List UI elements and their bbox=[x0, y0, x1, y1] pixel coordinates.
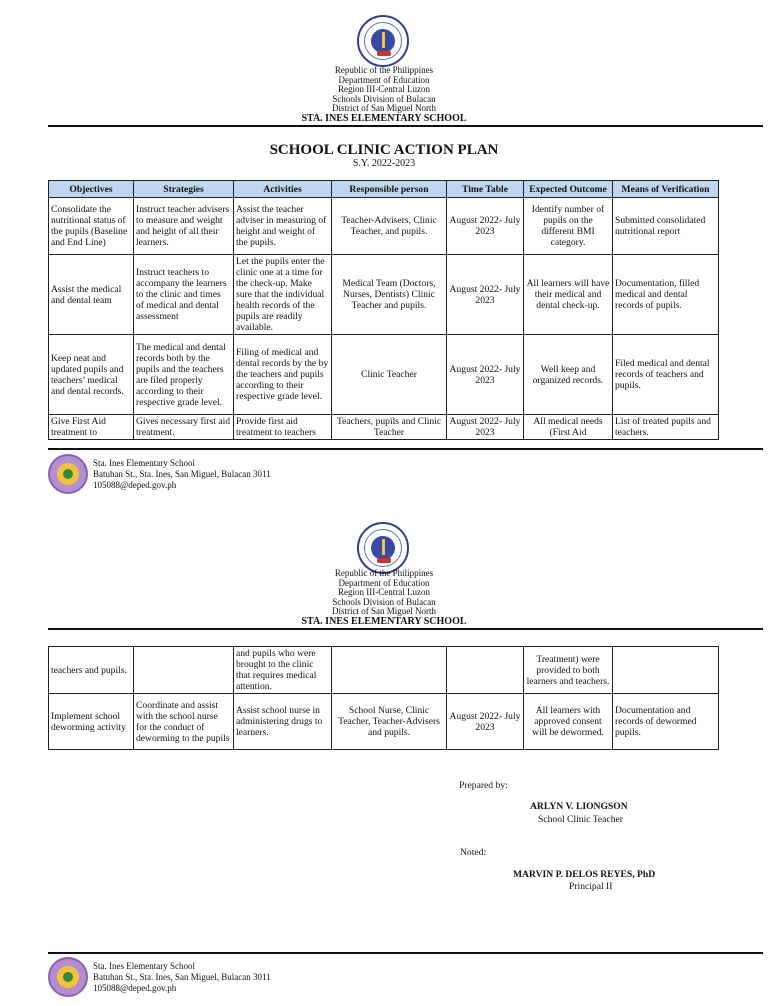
footer-line: Batuhan St., Sta. Ines, San Miguel, Bulacan 3011 bbox=[93, 972, 271, 982]
table-cell: Implement school deworming activity bbox=[49, 694, 134, 750]
table-cell: Submitted consolidated nutritional report bbox=[613, 198, 719, 255]
table-row bbox=[49, 694, 719, 750]
agency-header bbox=[0, 569, 768, 617]
prepared-by-title: School Clinic Teacher bbox=[538, 814, 623, 825]
table-cell: Clinic Teacher bbox=[332, 335, 447, 415]
agency-line: Department of Education bbox=[338, 74, 430, 85]
table-cell: Let the pupils enter the clinic one at a time for the check-up. Make sure that the individual health records of the pupils are readily available. bbox=[234, 255, 332, 335]
table-cell: Documentation and records of dewormed pupils. bbox=[613, 694, 719, 750]
table-cell: Instruct teacher advisers to measure and weight and height of all their learners. bbox=[134, 198, 234, 255]
table-cell: Treatment) were provided to both learners and teachers. bbox=[524, 647, 613, 694]
table-cell: August 2022- July 2023 bbox=[447, 198, 524, 255]
table-cell: August 2022- July 2023 bbox=[447, 694, 524, 750]
page-2 bbox=[0, 500, 768, 1006]
table-cell: Assist school nurse in administering drugs to learners. bbox=[234, 694, 332, 750]
column-header: Time Table bbox=[447, 181, 524, 198]
footer-divider bbox=[48, 448, 763, 450]
table-cell: Medical Team (Doctors, Nurses, Dentists) Clinic Teacher and pupils. bbox=[332, 255, 447, 335]
table-cell: Teacher-Advisers, Clinic Teacher, and pupils. bbox=[332, 198, 447, 255]
table-cell: Teachers, pupils and Clinic Teacher bbox=[332, 415, 447, 440]
table-cell: School Nurse, Clinic Teacher, Teacher-Advisers and pupils. bbox=[332, 694, 447, 750]
school-name: STA. INES ELEMENTARY SCHOOL bbox=[301, 616, 467, 627]
table-cell: Give First Aid treatment to bbox=[49, 415, 134, 440]
table-header-row bbox=[49, 181, 719, 198]
table-cell: Assist the medical and dental team bbox=[49, 255, 134, 335]
deped-seal-icon bbox=[357, 15, 409, 67]
deped-seal-icon bbox=[357, 522, 409, 574]
column-header: Responsible person bbox=[332, 181, 447, 198]
action-plan-table-continued bbox=[48, 646, 719, 750]
footer-divider bbox=[48, 952, 763, 954]
table-cell bbox=[447, 647, 524, 694]
table-cell: and pupils who were brought to the clinic that requires medical attention. bbox=[234, 647, 332, 694]
footer-line: Sta. Ines Elementary School bbox=[93, 961, 195, 971]
agency-line: Region III-Central Luzon bbox=[338, 84, 430, 95]
table-row bbox=[49, 255, 719, 335]
table-cell: Filing of medical and dental records by the by the teachers and pupils according to their respective grade level. bbox=[234, 335, 332, 415]
document-title: SCHOOL CLINIC ACTION PLAN bbox=[269, 142, 499, 158]
agency-line: Schools Division of Bulacan bbox=[332, 93, 436, 104]
footer-line: Batuhan St., Sta. Ines, San Miguel, Bulacan 3011 bbox=[93, 469, 271, 479]
page-1 bbox=[0, 0, 768, 500]
table-cell bbox=[613, 647, 719, 694]
table-cell bbox=[134, 647, 234, 694]
table-cell: August 2022- July 2023 bbox=[447, 415, 524, 440]
noted-label: Noted: bbox=[460, 847, 487, 858]
table-cell: Gives necessary first aid treatment. bbox=[134, 415, 234, 440]
prepared-by-name: ARLYN V. LIONGSON bbox=[530, 801, 628, 812]
table-cell: Provide first aid treatment to teachers bbox=[234, 415, 332, 440]
table-cell: Coordinate and assist with the school nurse for the conduct of deworming to the pupils bbox=[134, 694, 234, 750]
school-year: S.Y. 2022-2023 bbox=[352, 158, 416, 169]
table-cell: August 2022- July 2023 bbox=[447, 335, 524, 415]
table-row bbox=[49, 415, 719, 440]
column-header: Activities bbox=[234, 181, 332, 198]
table-cell: Instruct teachers to accompany the learners to the clinic and times of medical and dental assessment bbox=[134, 255, 234, 335]
table-cell: Filed medical and dental records of teachers and pupils. bbox=[613, 335, 719, 415]
table-row bbox=[49, 198, 719, 255]
footer-line: 105088@deped.gov.ph bbox=[93, 983, 177, 993]
footer-address bbox=[93, 961, 271, 994]
table-cell: Keep neat and updated pupils and teachers’ medical and dental records. bbox=[49, 335, 134, 415]
agency-line: Schools Division of Bulacan bbox=[332, 596, 436, 607]
footer-address bbox=[93, 458, 271, 491]
table-cell: Consolidate the nutritional status of the pupils (Baseline and End Line) bbox=[49, 198, 134, 255]
agency-header bbox=[0, 66, 768, 114]
agency-line: Republic of the Philippines bbox=[334, 568, 434, 578]
header-divider bbox=[48, 125, 763, 127]
column-header: Strategies bbox=[134, 181, 234, 198]
footer-line: 105088@deped.gov.ph bbox=[93, 480, 177, 490]
column-header: Objectives bbox=[49, 181, 134, 198]
table-row bbox=[49, 647, 719, 694]
table-cell: Well keep and organized records. bbox=[524, 335, 613, 415]
footer-line: Sta. Ines Elementary School bbox=[93, 458, 195, 468]
table-cell: teachers and pupils. bbox=[49, 647, 134, 694]
school-name: STA. INES ELEMENTARY SCHOOL bbox=[301, 113, 467, 124]
table-cell: All learners will have their medical and dental check-up. bbox=[524, 255, 613, 335]
table-cell: August 2022- July 2023 bbox=[447, 255, 524, 335]
agency-line: District of San Miguel North bbox=[332, 606, 436, 617]
table-cell: Identify number of pupils on the different BMI category. bbox=[524, 198, 613, 255]
action-plan-table bbox=[48, 180, 719, 440]
prepared-by-label: Prepared by: bbox=[459, 780, 508, 791]
agency-line: District of San Miguel North bbox=[332, 103, 436, 114]
column-header: Means of Verification bbox=[613, 181, 719, 198]
table-cell: All learners with approved consent will be dewormed. bbox=[524, 694, 613, 750]
agency-line: Department of Education bbox=[338, 577, 430, 588]
table-cell: The medical and dental records both by the pupils and the teachers are filed properly according to their respective grade level. bbox=[134, 335, 234, 415]
table-cell: List of treated pupils and teachers. bbox=[613, 415, 719, 440]
agency-line: Region III-Central Luzon bbox=[338, 587, 430, 598]
table-cell: Assist the teacher adviser in measuring of height and weight of the pupils. bbox=[234, 198, 332, 255]
table-cell: All medical needs (First Aid bbox=[524, 415, 613, 440]
header-divider bbox=[48, 628, 763, 630]
table-row bbox=[49, 335, 719, 415]
noted-by-title: Principal II bbox=[569, 881, 613, 892]
table-cell: Documentation, filled medical and dental records of pupils. bbox=[613, 255, 719, 335]
school-logo-icon bbox=[48, 454, 88, 494]
noted-by-name: MARVIN P. DELOS REYES, PhD bbox=[513, 869, 656, 880]
school-logo-icon bbox=[48, 957, 88, 997]
table-cell bbox=[332, 647, 447, 694]
agency-line: Republic of the Philippines bbox=[334, 65, 434, 75]
column-header: Expected Outcome bbox=[524, 181, 613, 198]
